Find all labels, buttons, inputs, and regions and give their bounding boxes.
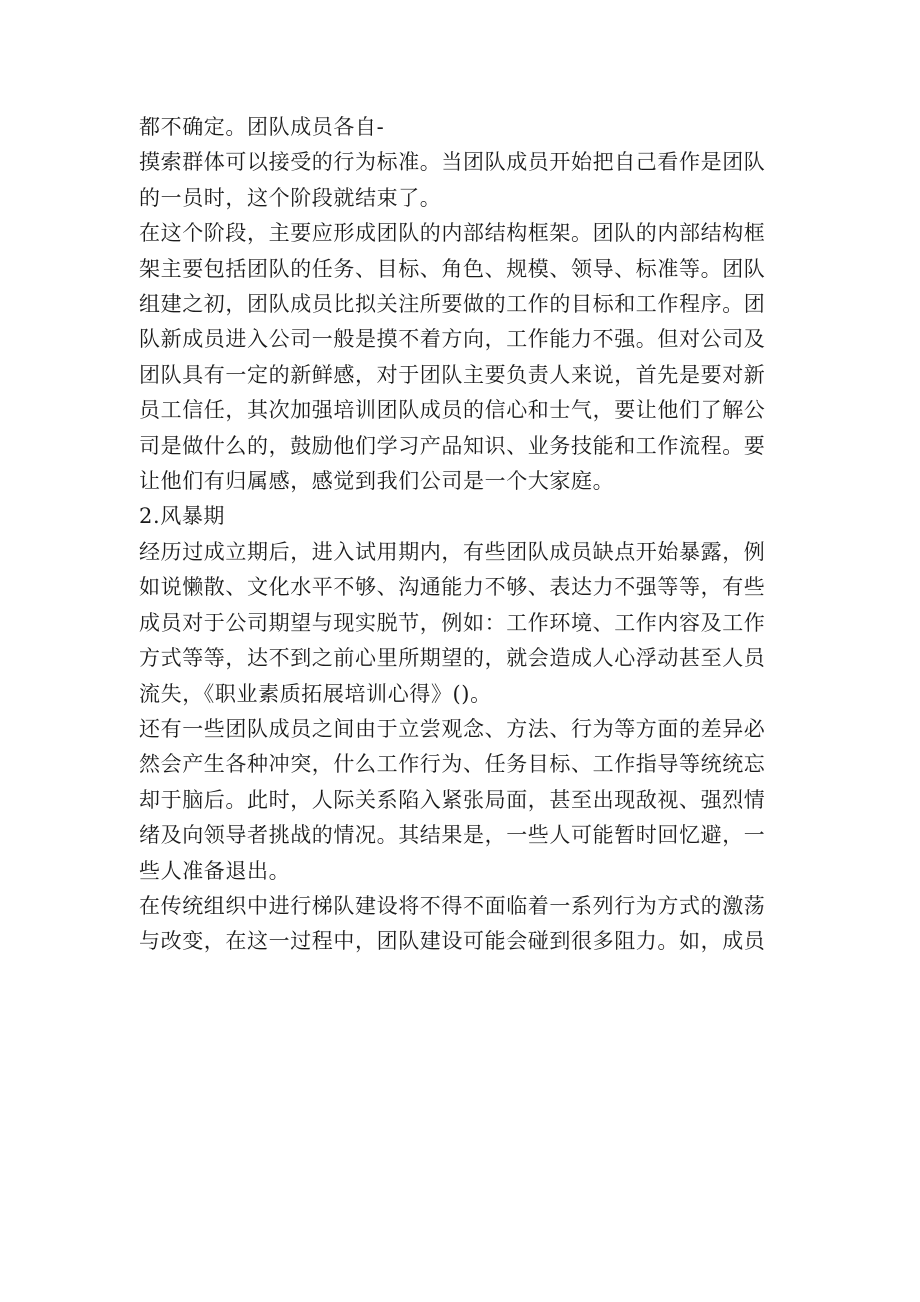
- text-line: 团队具有一定的新鲜感，对于团队主要负责人来说，首先是要对新: [139, 362, 766, 387]
- text-line: 都不确定。团队成员各自-: [139, 115, 385, 139]
- text-line: 架主要包括团队的任务、目标、角色、规模、领导、标准等。团队: [139, 256, 766, 281]
- text-line: 员工信任，其次加强培训团队成员的信心和士气，要让他们了解公: [139, 398, 766, 423]
- text-line: 摸索群体可以接受的行为标准。当团队成员开始把自己看作是团队: [139, 150, 766, 175]
- text-line: 然会产生各种冲突，什么工作行为、任务目标、工作指导等统统忘: [139, 752, 766, 777]
- text-line: 成员对于公司期望与现实脱节，例如：工作环境、工作内容及工作: [139, 610, 766, 635]
- text-line: 还有一些团队成员之间由于立尝观念、方法、行为等方面的差异必: [139, 716, 766, 741]
- section-heading: 2.风暴期: [139, 504, 226, 529]
- text-line: 绪及向领导者挑战的情况。其结果是，一些人可能暂时回忆避，一: [139, 823, 766, 848]
- text-line: 却于脑后。此时，人际关系陷入紧张局面，甚至出现敌视、强烈情: [139, 787, 766, 812]
- text-line: 经历过成立期后，进入试用期内，有些团队成员缺点开始暴露，例: [139, 539, 766, 564]
- text-line: 让他们有归属感，感觉到我们公司是一个大家庭。: [139, 469, 615, 494]
- document-body: [139, 110, 779, 960]
- text-line: 流失，《职业素质拓展培训心得》()。: [139, 681, 492, 706]
- text-line: 司是做什么的，鼓励他们学习产品知识、业务技能和工作流程。要: [139, 433, 766, 458]
- text-line: 在传统组织中进行梯队建设将不得不面临着一系列行为方式的激荡: [139, 893, 766, 918]
- text-line: 在这个阶段，主要应形成团队的内部结构框架。团队的内部结构框: [139, 221, 766, 246]
- text-line: 的一员时，这个阶段就结束了。: [139, 185, 442, 210]
- text-line: 些人准备退出。: [139, 858, 291, 883]
- text-line: 与改变，在这一过程中，团队建设可能会碰到很多阻力。如，成员: [139, 929, 766, 954]
- text-line: 组建之初，团队成员比拟关注所要做的工作的目标和工作程序。团: [139, 292, 766, 317]
- text-line: 如说懒散、文化水平不够、沟通能力不够、表达力不强等等，有些: [139, 575, 766, 600]
- text-line: 方式等等，达不到之前心里所期望的，就会造成人心浮动甚至人员: [139, 646, 766, 671]
- text-line: 队新成员进入公司一般是摸不着方向，工作能力不强。但对公司及: [139, 327, 766, 352]
